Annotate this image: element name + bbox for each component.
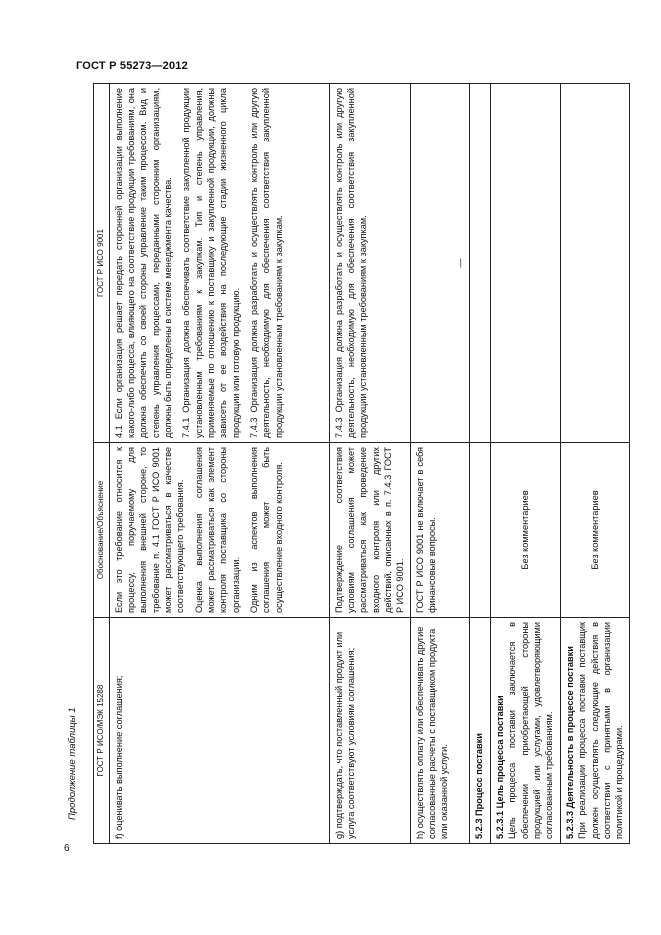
cell-rationale: Без комментариев (491, 443, 561, 618)
rationale-paragraph: Если это требование относится к процессу, поручаемому для выполнения внешней стороне, то требование п. 4.1 ГОСТ Р ИСО 9001 может рассматриваться в качестве соответствующего требования. (113, 447, 186, 613)
document-code: ГОСТ Р 55273—2012 (76, 60, 188, 72)
cell-requirement: h) осуществлять оплату или обеспечивать другие согласованные расчеты с поставщиком продукта или оказанной услуги. (410, 618, 469, 844)
rotated-table-container (93, 84, 625, 844)
table-row (109, 84, 329, 844)
iso9001-paragraph: 7.4.3 Организация должна разработать и осуществлять контроль или другую деятельность, необходимую для обеспечения соответствия закупленной продукции установленным требованиям к закупкам. (249, 88, 284, 438)
section-empty-cell (470, 84, 491, 443)
iso9001-paragraph: 7.4.1 Организация должна обеспечивать соответствие закупленной продукции установленным требованиям к закупкам. Тип и степень управления, применяемые по отношению к поставщику и закупленной продукции, должны зависеть от ее воздействия на последующие стадии жизненного цикла продукции или готовую продукцию. (181, 88, 241, 438)
cell-requirement: g) подтверждать, что поставленный продукт или услуга соответствуют условиям соглашения; (329, 618, 410, 844)
cell-rationale: ГОСТ Р ИСО 9001 не включает в себя финансовые вопросы. (410, 443, 469, 618)
page-number: 6 (64, 843, 70, 854)
col-header-rationale: Обоснование/Объяснение (94, 443, 110, 618)
col-header-9001: ГОСТ Р ИСО 9001 (94, 84, 110, 443)
table-row (491, 84, 561, 844)
col-header-15288: ГОСТ Р ИСО/МЭК 15288 (94, 618, 110, 844)
cell-iso9001 (109, 84, 329, 443)
cell-requirement (491, 618, 561, 844)
cell-rationale: Подтверждение соответствия условиям соглашения может рассматриваться как проведение входного контроля или других действий, описанных в п. 7.4.3 ГОСТ Р ИСО 9001. (329, 443, 410, 618)
cell-rationale: Без комментариев (561, 443, 630, 618)
table-row (410, 84, 469, 844)
cell-rationale (109, 443, 329, 618)
table-row (561, 84, 630, 844)
subsection-text: Цель процесса поставки заключается в обеспечении приобретающей стороны продукцией или услугами, удовлетворяющими согласованным требованиям. (507, 622, 555, 839)
subsection-text: При реализации процесса поставки поставщик должен осуществлять следующие действия в соответствии с принятыми в организации политикой и процедурами. (577, 622, 625, 839)
cell-iso9001 (410, 84, 469, 443)
cell-requirement: f) оценивать выполнение соглашения; (109, 618, 329, 844)
subsection-title: 5.2.3.1 Цель процесса поставки (495, 695, 506, 839)
table-caption: Продолжение таблицы 1 (67, 707, 78, 820)
rationale-paragraph: Одним из аспектов выполнения соглашения может быть осуществление входного контроля. (249, 447, 284, 613)
iso9001-paragraph: 4.1 Если организация решает передать сторонней организации выполнение какого-либо процесса, влияющего на соответствие продукции требованиям, она должна обеспечить со своей стороны управление таким процессом. Вид и степень управления процессами, переданными сторонним организациям, должны быть определены в системе менеджмента качества. (113, 88, 174, 438)
section-empty-cell (470, 443, 491, 618)
table-header-row (94, 84, 110, 844)
cell-iso9001 (561, 84, 630, 443)
empty-dash: — (454, 258, 465, 268)
cell-iso9001 (491, 84, 561, 443)
comparison-table (93, 83, 630, 844)
cell-iso9001: 7.4.3 Организация должна разработать и осуществлять контроль или другую деятельность, необходимую для обеспечения соответствия закупленной продукции установленным требованиям к закупкам. (329, 84, 410, 443)
subsection-title: 5.2.3.3 Деятельность в процессе поставки (565, 646, 576, 839)
cell-requirement (561, 618, 630, 844)
rationale-paragraph: Оценка выполнения соглашения может рассматриваться как элемент контроля поставщика со стороны организации. (193, 447, 241, 613)
section-title: 5.2.3 Процесс поставки (470, 618, 491, 844)
section-row (470, 84, 491, 844)
table-row (329, 84, 410, 844)
